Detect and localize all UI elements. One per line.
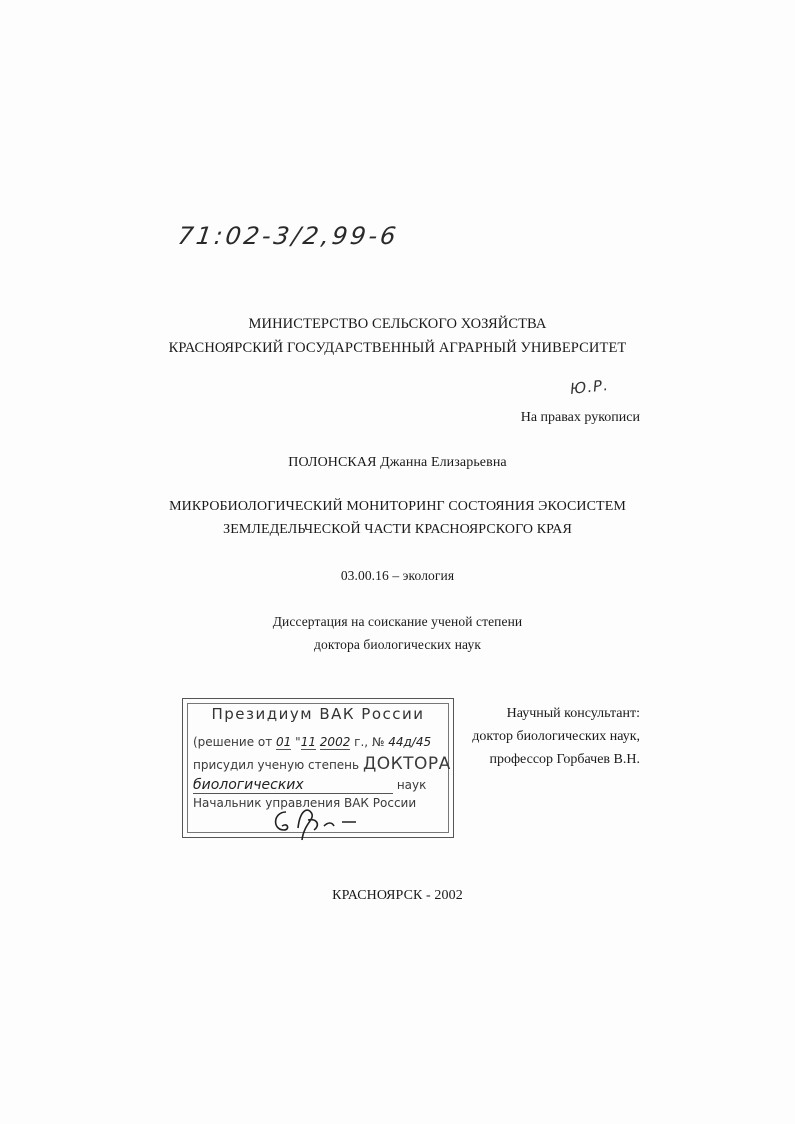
degree-line2: доктора биологических наук bbox=[314, 637, 481, 652]
stamp-head: Начальник управления ВАК России bbox=[193, 796, 417, 810]
stamp-date-day: 01 bbox=[276, 735, 292, 749]
stamp-awarded-row bbox=[193, 754, 451, 774]
stamp-number: 44д/45 bbox=[388, 735, 432, 749]
stamp-decision-row: (решение от 01 "11 2002 г., № 44д/45 bbox=[193, 735, 432, 749]
university-heading: КРАСНОЯРСКИЙ ГОСУДАРСТВЕННЫЙ АГРАРНЫЙ УНИВЕРСИТЕТ bbox=[168, 340, 627, 356]
stamp-degree: ДОКТОРА bbox=[362, 754, 451, 774]
stamp-date-year: 2002 bbox=[319, 735, 351, 749]
stamp-awarded: присудил ученую степень bbox=[193, 758, 360, 772]
consultant-label: Научный консультант: bbox=[506, 706, 640, 721]
stamp-title: Президиум ВАК России bbox=[211, 705, 425, 723]
stamp-date-month: 11 bbox=[300, 735, 316, 749]
degree-line1: Диссертация на соискание ученой степени bbox=[272, 614, 523, 629]
stamp-field-row bbox=[193, 777, 426, 794]
ministry-heading: МИНИСТЕРСТВО СЕЛЬСКОГО ХОЗЯЙСТВА bbox=[248, 316, 547, 332]
dissertation-title-line1: МИКРОБИОЛОГИЧЕСКИЙ МОНИТОРИНГ СОСТОЯНИЯ ЭКОСИСТЕМ bbox=[169, 499, 626, 514]
manuscript-rights: На правах рукописи bbox=[520, 410, 640, 425]
stamp-decision-prefix: (решение от bbox=[193, 735, 273, 749]
specialty-code: 03.00.16 – экология bbox=[340, 568, 455, 583]
consultant-name: профессор Горбачев В.Н. bbox=[489, 752, 640, 767]
author-name: ПОЛОНСКАЯ Джанна Елизарьевна bbox=[288, 455, 507, 470]
dissertation-title-line2: ЗЕМЛЕДЕЛЬЧЕСКОЙ ЧАСТИ КРАСНОЯРСКОГО КРАЯ bbox=[223, 522, 572, 537]
handwritten-mark: Ю.Р. bbox=[569, 376, 610, 398]
stamp-field-suffix: наук bbox=[396, 778, 427, 792]
archive-code: 71:02-3/2,99-6 bbox=[176, 222, 401, 250]
city-year: КРАСНОЯРСК - 2002 bbox=[332, 888, 463, 903]
signature bbox=[268, 800, 378, 845]
stamp-field: биологических bbox=[193, 777, 393, 794]
consultant-degree: доктор биологических наук, bbox=[472, 729, 640, 744]
stamp-year-suffix: г., № bbox=[354, 735, 385, 749]
